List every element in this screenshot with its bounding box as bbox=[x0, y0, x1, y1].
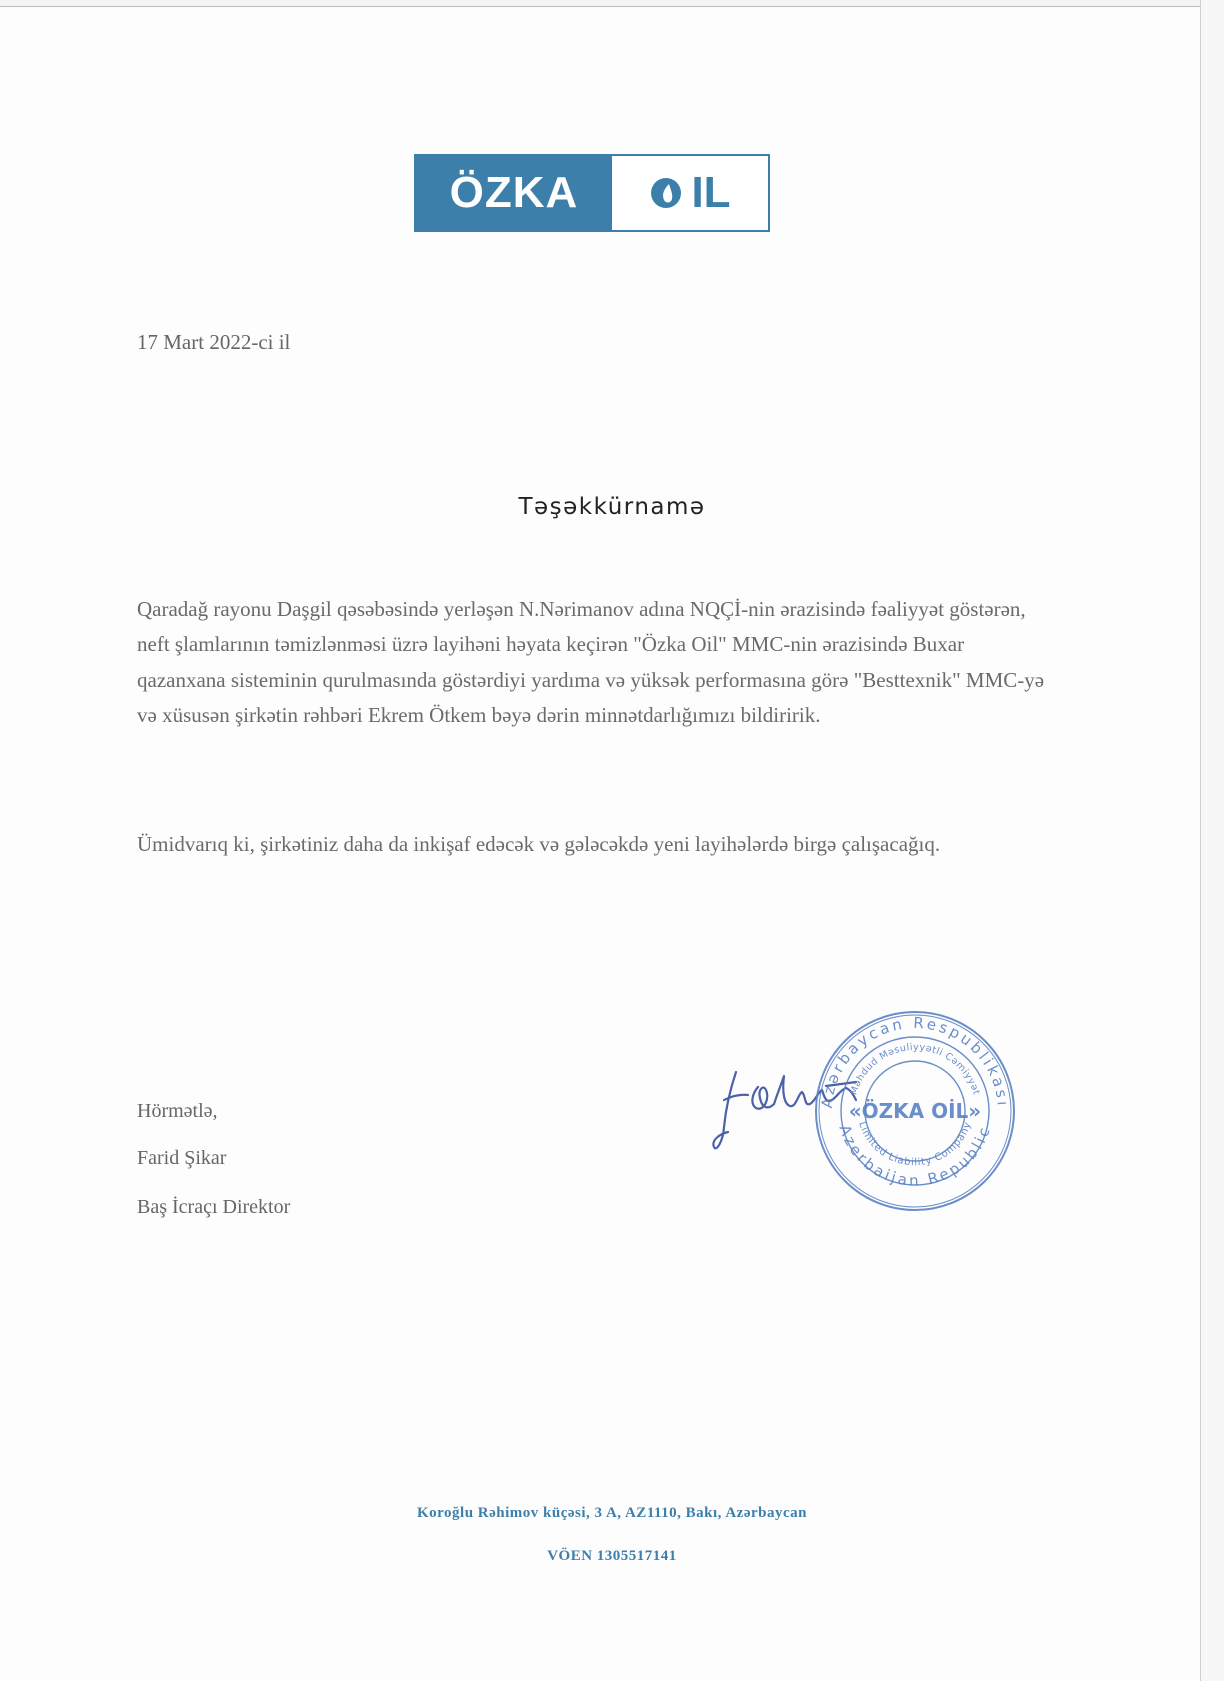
logo-right-text: IL bbox=[691, 168, 731, 217]
letter-date: 17 Mart 2022-ci il bbox=[137, 330, 291, 354]
scan-edge-top bbox=[0, 0, 1200, 7]
letter-title: Təşəkkürnamə bbox=[518, 494, 706, 520]
company-stamp bbox=[812, 1008, 1018, 1214]
stamp-outer-bottom-text: Azerbaijan Republic bbox=[835, 1122, 995, 1190]
logo-right bbox=[612, 156, 768, 230]
svg-text:Məhdud Məsuliyyətli Cəmiyyət bbox=[848, 1042, 981, 1096]
stamp-inner-top-text: Məhdud Məsuliyyətli Cəmiyyət bbox=[848, 1041, 982, 1097]
body-paragraph-2: Ümidvarıq ki, şirkətiniz daha da inkişaf edəcək və gələcəkdə yeni layihələrdə birgə çalışacağıq. bbox=[137, 832, 941, 856]
stamp-outer-top-text: Azərbaycan Respublikası bbox=[817, 1013, 1013, 1110]
company-logo bbox=[414, 154, 770, 232]
signer-name: Farid Şikar bbox=[137, 1147, 227, 1169]
signer-position: Baş İcraçı Direktor bbox=[137, 1196, 291, 1218]
stamp-inner-bottom-text: Limited Liability Company bbox=[856, 1120, 974, 1169]
scan-edge-right bbox=[1200, 0, 1224, 1681]
logo-left-text: ÖZKA bbox=[416, 156, 612, 230]
svg-text:Azerbaijan Republic bbox=[835, 1123, 994, 1190]
oil-drop-icon bbox=[649, 176, 683, 210]
footer-tax-id: VÖEN 1305517141 bbox=[547, 1548, 677, 1564]
footer-address: Koroğlu Rəhimov küçəsi, 3 A, AZ1110, Bakı, Azərbaycan bbox=[416, 1505, 807, 1521]
body-paragraph-1: Qaradağ rayonu Daşgil qəsəbəsində yerləşən N.Nərimanov adına NQÇİ-nin ərazisində fəaliyyət göstərən, neft şlamlarının təmizlənməsi üzrə layihəni həyata keçirən "Özka Oil" MMC-nin ərazisində Buxar qazanxana sisteminin qurulmasında göstərdiyi yardıma və yüksək performasına görə "Besttexnik" MMC-yə və xüsusən şirkətin rəhbəri Ekrem Ötkem bəyə dərin minnətdarlığımızı bildiririk. bbox=[137, 597, 1045, 728]
stamp-center-text: «ÖZKA OİL» bbox=[848, 1099, 982, 1123]
closing-regards: Hörmətlə, bbox=[137, 1100, 218, 1122]
